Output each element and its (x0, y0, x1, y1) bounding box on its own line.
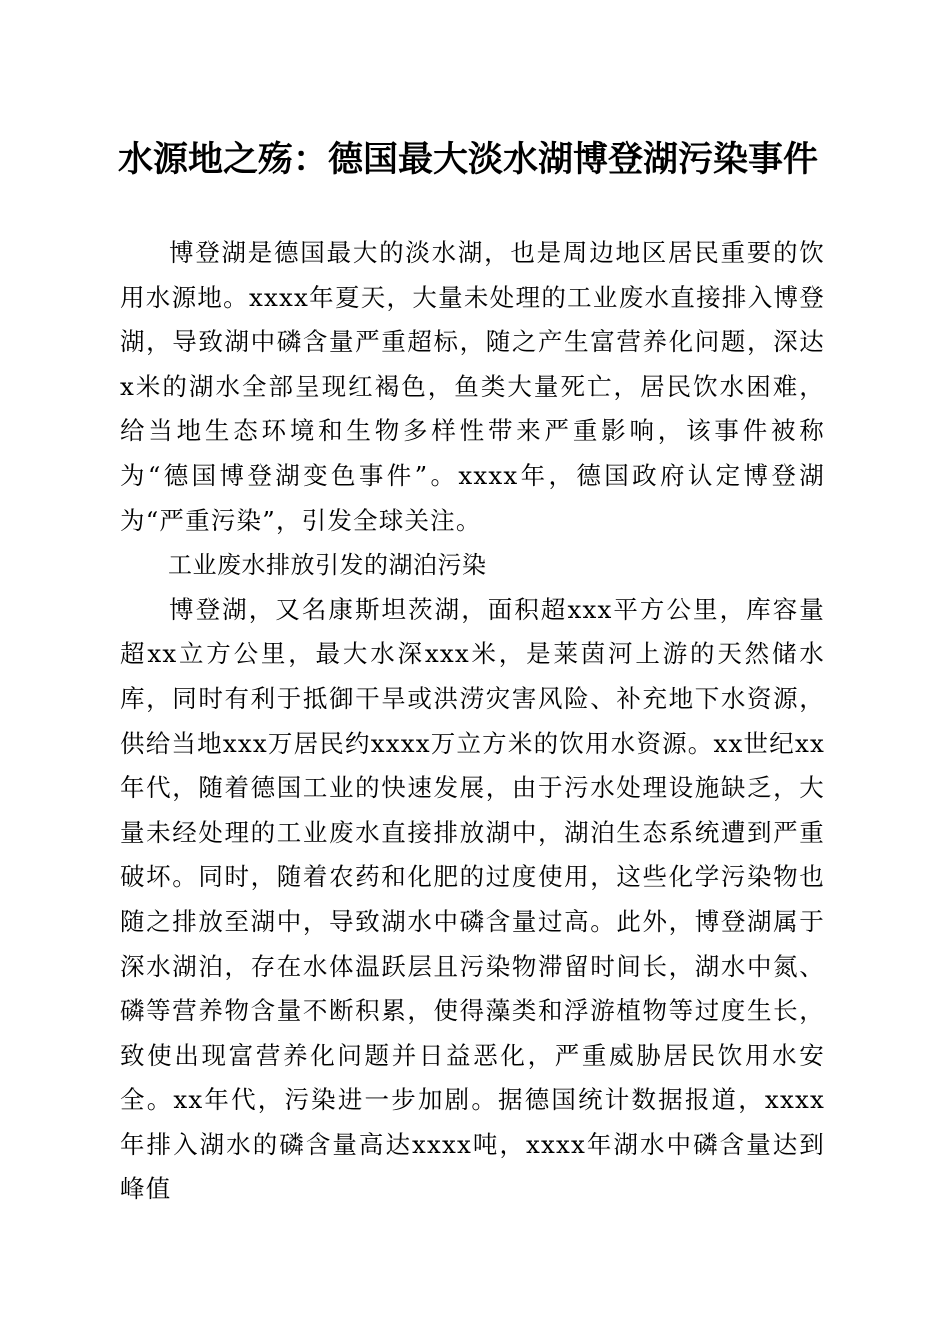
document-body (120, 231, 825, 1212)
section-paragraph: 博登湖，又名康斯坦茨湖，面积超xxx平方公里，库容量超xx立方公里，最大水深xxx米，是莱茵河上游的天然储水库，同时有利于抵御干旱或洪涝灾害风险、补充地下水资源，供给当地xxx万居民约xxxx万立方米的饮用水资源。xx世纪xx年代，随着德国工业的快速发展，由于污水处理设施缺乏，大量未经处理的工业废水直接排放湖中，湖泊生态系统遭到严重破坏。同时，随着农药和化肥的过度使用，这些化学污染物也随之排放至湖中，导致湖水中磷含量过高。此外，博登湖属于深水湖泊，存在水体温跃层且污染物滞留时间长，湖水中氮、磷等营养物含量不断积累，使得藻类和浮游植物等过度生长，致使出现富营养化问题并日益恶化，严重威胁居民饮用水安全。xx年代，污染进一步加剧。据德国统计数据报道，xxxx年排入湖水的磷含量高达xxxx吨，xxxx年湖水中磷含量达到峰值 (120, 594, 825, 1204)
document-title: 水源地之殇：德国最大淡水湖博登湖污染事件 (118, 139, 819, 180)
intro-paragraph: 博登湖是德国最大的淡水湖，也是周边地区居民重要的饮用水源地。xxxx年夏天，大量未处理的工业废水直接排入博登湖，导致湖中磷含量严重超标，随之产生富营养化问题，深达x米的湖水全部呈现红褐色，鱼类大量死亡，居民饮水困难，给当地生态环境和生物多样性带来严重影响，该事件被称为“德国博登湖变色事件”。xxxx年，德国政府认定博登湖为“严重污染”，引发全球关注。 (120, 238, 825, 535)
section-heading: 工业废水排放引发的湖泊污染 (168, 551, 487, 580)
